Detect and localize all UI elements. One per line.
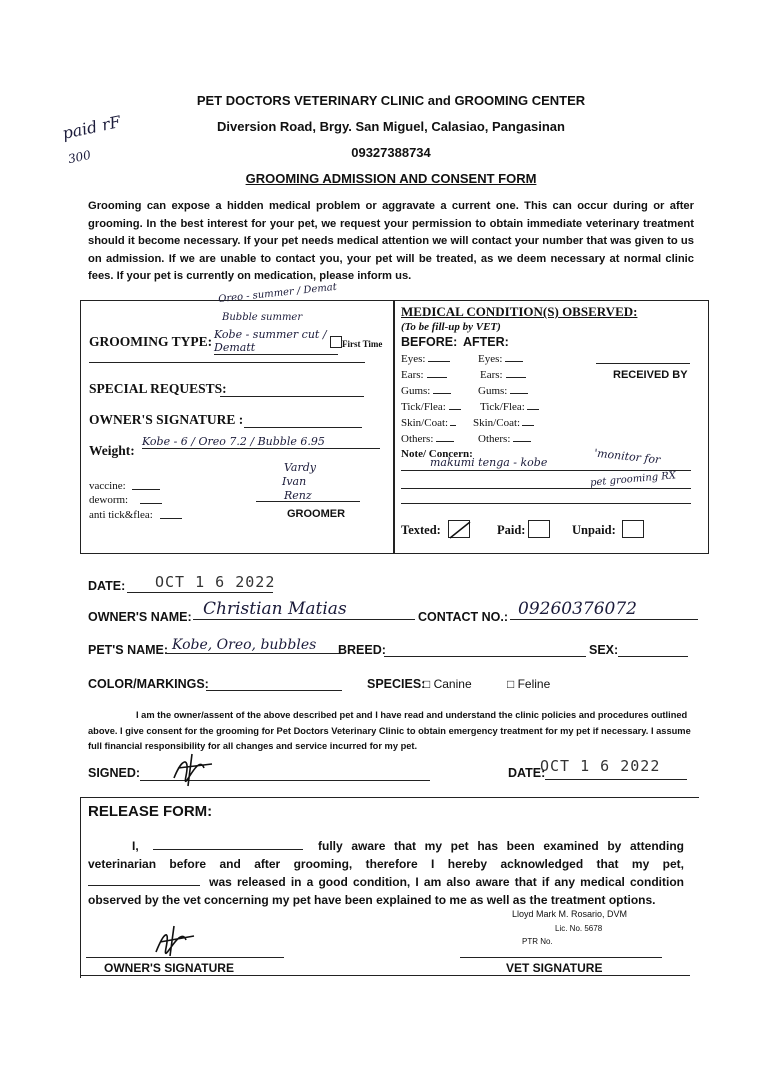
intro-text: Grooming can expose a hidden medical problem or aggravate a current one. This can occur during or after grooming. In the best interest for your pet, we request your permission to obtain immediate veterinary treatment should it become necessary. If your pet needs medical attention we will contact your number that was given to us on admission. If we are unable to contact you, your pet will be treated, as we deem necessary at normal clinic fees. If your pet is currently on medication, please inform us.: [88, 200, 694, 283]
unpaid-checkbox[interactable]: [622, 520, 644, 538]
before-others: Others:: [401, 433, 454, 445]
after-skin: Skin/Coat:: [473, 417, 534, 429]
clinic-address: Diversion Road, Brgy. San Miguel, Calasiao, Pangasinan: [217, 119, 565, 134]
owner-release-signature: [148, 918, 198, 958]
received-by-line: [596, 363, 690, 364]
vet-stamp-lic: Lic. No. 5678: [555, 924, 603, 933]
contact-field[interactable]: 09260376072: [510, 599, 698, 620]
contact-label: CONTACT NO.:: [418, 610, 509, 624]
pet-name-field[interactable]: Kobe, Oreo, bubbles: [166, 637, 342, 654]
vet-stamp-ptr: PTR No.: [522, 937, 553, 946]
owner-name-field[interactable]: Christian Matias: [193, 599, 415, 620]
owner-sig-line: [86, 957, 284, 958]
vaccine-label: vaccine:: [89, 480, 126, 492]
groomer-name-2: Ivan: [282, 475, 307, 488]
deworm-field[interactable]: [140, 493, 162, 504]
grooming-type-field[interactable]: Kobe - summer cut / Dematt: [214, 328, 338, 355]
groomer-name-3: Renz: [284, 489, 312, 502]
before-eyes: Eyes:: [401, 353, 450, 365]
owner-sig-label: OWNER'S SIGNATURE: [104, 961, 234, 975]
species-feline-option[interactable]: □ Feline: [507, 677, 551, 691]
unpaid-label: Unpaid:: [572, 523, 616, 537]
note-line-1: [401, 470, 691, 471]
signed-date-stamp: OCT 1 6 2022: [540, 757, 661, 775]
note-label: Note/ Concern:: [401, 448, 473, 460]
grooming-handwritten-2: Bubble summer: [222, 312, 303, 323]
date-stamp: OCT 1 6 2022: [155, 573, 276, 591]
after-ears: Ears:: [480, 369, 526, 381]
note-line-3: [401, 503, 691, 504]
note-line-2: [401, 488, 691, 489]
margin-note-paid: paid rF: [60, 112, 123, 143]
first-time-checkbox[interactable]: [330, 336, 342, 348]
vet-sig-label: VET SIGNATURE: [506, 961, 603, 975]
after-tick: Tick/Flea:: [480, 401, 539, 413]
anti-tick-field[interactable]: [160, 508, 182, 519]
species-label: SPECIES:: [367, 677, 426, 691]
species-canine-option[interactable]: □ Canine: [423, 677, 472, 691]
special-requests-label: SPECIAL REQUESTS:: [89, 381, 227, 396]
vet-sig-line: [460, 957, 662, 958]
before-tick: Tick/Flea:: [401, 401, 461, 413]
grooming-type-label: GROOMING TYPE:: [89, 334, 213, 349]
grooming-handwritten-1: Oreo - summer / Demat: [217, 281, 338, 306]
date-label: DATE:: [88, 579, 126, 593]
groomer-label: GROOMER: [287, 508, 346, 520]
anti-tick-label: anti tick&flea:: [89, 509, 153, 521]
vaccine-field[interactable]: [132, 479, 160, 490]
before-label: BEFORE:: [401, 335, 458, 349]
groomer-line: [256, 501, 360, 502]
grooming-type-line2: [89, 362, 365, 363]
after-label: AFTER:: [463, 335, 509, 349]
after-eyes: Eyes:: [478, 353, 523, 365]
breed-label: BREED:: [338, 643, 386, 657]
signed-date-label: DATE:: [508, 766, 546, 780]
pet-name-label: PET'S NAME:: [88, 643, 169, 657]
form-title: GROOMING ADMISSION AND CONSENT FORM: [245, 171, 537, 186]
note-handwritten-3: pet grooming RX: [589, 470, 677, 489]
owner-signature-scribble: [168, 748, 218, 788]
release-text: I, fully aware that my pet has been examined by attending veterinarian before and after grooming, therefore I hereby acknowledged that my pet, was released in a good condition, I am also aware that if any medical condition observed by the vet concerning my pet have been explained to me as well as the treatment options.: [88, 839, 684, 907]
before-gums: Gums:: [401, 385, 451, 397]
paid-label: Paid:: [497, 523, 526, 537]
medical-title: MEDICAL CONDITION(S) OBSERVED:: [401, 304, 638, 319]
received-by-label: RECEIVED BY: [613, 369, 688, 381]
owner-signature-field[interactable]: [244, 411, 362, 428]
release-bottom-line: [80, 975, 690, 976]
release-title: RELEASE FORM:: [88, 803, 213, 820]
texted-check-mark: [448, 520, 472, 540]
after-gums: Gums:: [478, 385, 528, 397]
clinic-name: PET DOCTORS VETERINARY CLINIC and GROOMING CENTER: [196, 93, 586, 108]
owner-name-label: OWNER'S NAME:: [88, 610, 192, 624]
breed-field[interactable]: [384, 642, 586, 657]
note-handwritten: makumi tenga - kobe: [430, 456, 548, 469]
before-ears: Ears:: [401, 369, 447, 381]
medical-subtitle: (To be fill-up by VET): [401, 321, 501, 333]
margin-note-amount: 300: [66, 147, 93, 167]
deworm-label: deworm:: [89, 494, 129, 506]
owner-signature-label: OWNER'S SIGNATURE :: [89, 412, 244, 427]
clinic-phone: 09327388734: [351, 145, 431, 160]
sex-field[interactable]: [618, 642, 688, 657]
texted-label: Texted:: [401, 523, 441, 537]
consent-text: I am the owner/assent of the above described pet and I have read and understand the clinic policies and procedures outlined above. I give consent for the grooming for Pet Doctors Veterinary Clinic to obtain emergency treatment for my pet if necessary. I assume full financial responsibility for all changes and service incurred for my pet.: [88, 710, 691, 751]
sex-label: SEX:: [589, 643, 619, 657]
vet-stamp-name: Lloyd Mark M. Rosario, DVM: [512, 909, 628, 919]
paid-checkbox[interactable]: [528, 520, 550, 538]
color-markings-label: COLOR/MARKINGS:: [88, 677, 209, 691]
groomer-name-1: Vardy: [284, 461, 317, 474]
weight-label: Weight:: [89, 443, 135, 458]
weight-field[interactable]: Kobe - 6 / Oreo 7.2 / Bubble 6.95: [142, 435, 380, 449]
signed-label: SIGNED:: [88, 766, 141, 780]
after-others: Others:: [478, 433, 531, 445]
note-handwritten-2: 'monitor for: [593, 446, 661, 467]
box-divider: [393, 300, 395, 554]
before-skin: Skin/Coat:: [401, 417, 456, 429]
special-requests-field[interactable]: [220, 380, 364, 397]
first-time-label: First Time: [342, 339, 383, 349]
color-markings-field[interactable]: [206, 676, 342, 691]
